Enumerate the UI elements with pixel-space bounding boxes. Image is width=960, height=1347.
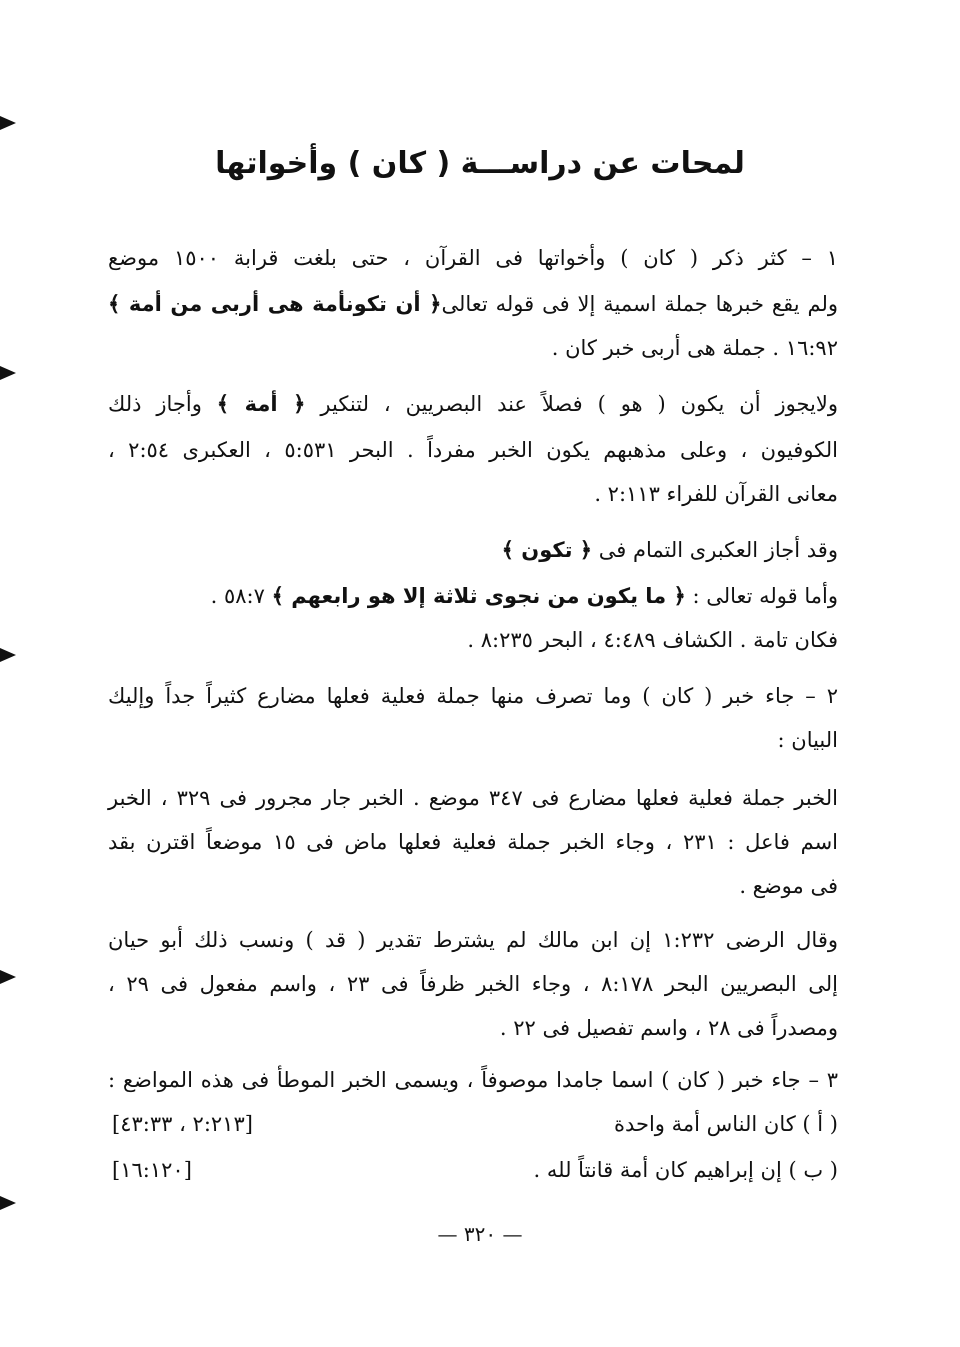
quran-quote: ﴿ أن تكونأمة هى أربى من أمة ﴾ (108, 292, 442, 316)
text-line (108, 530, 838, 570)
margin-mark (0, 366, 16, 380)
text-run: ولم يقع خبرها جملة اسمية إلا فى قوله تعالى (441, 292, 838, 316)
quran-quote: ﴿ ما يكون من نجوى ثلاثة إلا هو رابعهم ﴾ (271, 584, 686, 608)
text-line: اسم فاعل : ٢٣١ ، وجاء الخبر جملة فعلية فعلها ماض فى ١٥ موضعاً اقترن بقد (108, 830, 839, 854)
text-line: ٢ – جاء خبر ( كان ) وما تصرف منها جملة فعلية فعلها مضارع كثيراً جداً وإليك (108, 684, 838, 708)
text-run: ٥٨:٧ . (210, 584, 272, 608)
text-line: وقال الرضى ١:٢٣٢ إن ابن مالك لم يشترط تقدير ( قد ) ونسب ذلك أبو حيان (108, 928, 838, 952)
verse-reference: [٢:٢١٣ ، ٤٣:٣٣] (112, 1112, 253, 1136)
text-line: فى موضع . (739, 874, 838, 898)
page-number: — ٣٢٠ — (437, 1222, 523, 1246)
text-line: الكوفيون ، وعلى مذهبهم يكون الخبر مفرداً . البحر ٥:٥٣١ ، العكبرى ٢:٥٤ ، (108, 438, 838, 462)
text-line: معانى القرآن للفراء ٢:١١٣ . (594, 482, 838, 506)
text-run: وأما قوله تعالى : (685, 584, 838, 608)
margin-mark (0, 116, 16, 130)
margin-mark (0, 648, 16, 662)
text-run: وقد أجاز العكبرى التمام فى (592, 538, 838, 562)
example-line: ( ب ) إن إبراهيم كان أمة قانتاً لله . (533, 1158, 838, 1182)
text-line (108, 384, 838, 424)
text-line: ١٦:٩٢ . جملة هى أربى خبر كان . (551, 336, 838, 360)
quran-quote: ﴿ أمة ﴾ (216, 392, 306, 416)
text-line: ومصدراً فى ٢٨ ، واسم تفصيل فى ٢٢ . (499, 1016, 838, 1040)
text-line (108, 576, 838, 616)
text-run: وأجاز ذلك (108, 392, 217, 416)
verse-reference: [١٦:١٢٠] (112, 1158, 192, 1182)
text-line: إلى البصريين البحر ٨:١٧٨ ، وجاء الخبر ظرفاً فى ٢٣ ، واسم مفعول فى ٢٩ ، (108, 972, 839, 996)
margin-mark (0, 1196, 16, 1210)
example-line: ( أ ) كان الناس أمة واحدة (613, 1112, 838, 1136)
text-line: ١ – كثر ذكر ( كان ) وأخواتها فى القرآن ، حتى بلغت قرابة ١٥٠٠ موضع (108, 246, 839, 270)
text-line: الخبر جملة فعلية فعلها مضارع فى ٣٤٧ موضع . الخبر جار مجرور فى ٣٢٩ ، الخبر (108, 786, 838, 810)
margin-mark (0, 970, 16, 984)
text-run: ولايجوز أن يكون ( هو ) فصلاً عند البصريين ، لتنكير (305, 392, 838, 416)
text-line: البيان : (777, 728, 838, 752)
text-line: ٣ – جاء خبر ( كان ) اسما جامدا موصوفاً ، ويسمى الخبر الموطأ فى هذه المواضع : (108, 1068, 838, 1092)
quran-quote: ﴿ تكون ﴾ (501, 538, 593, 562)
page-title: لمحات عن دراســـة ( كان ) وأخواتها (215, 146, 745, 181)
text-line (108, 284, 838, 324)
text-line: فكان تامة . الكشاف ٤:٤٨٩ ، البحر ٨:٢٣٥ . (467, 628, 838, 652)
